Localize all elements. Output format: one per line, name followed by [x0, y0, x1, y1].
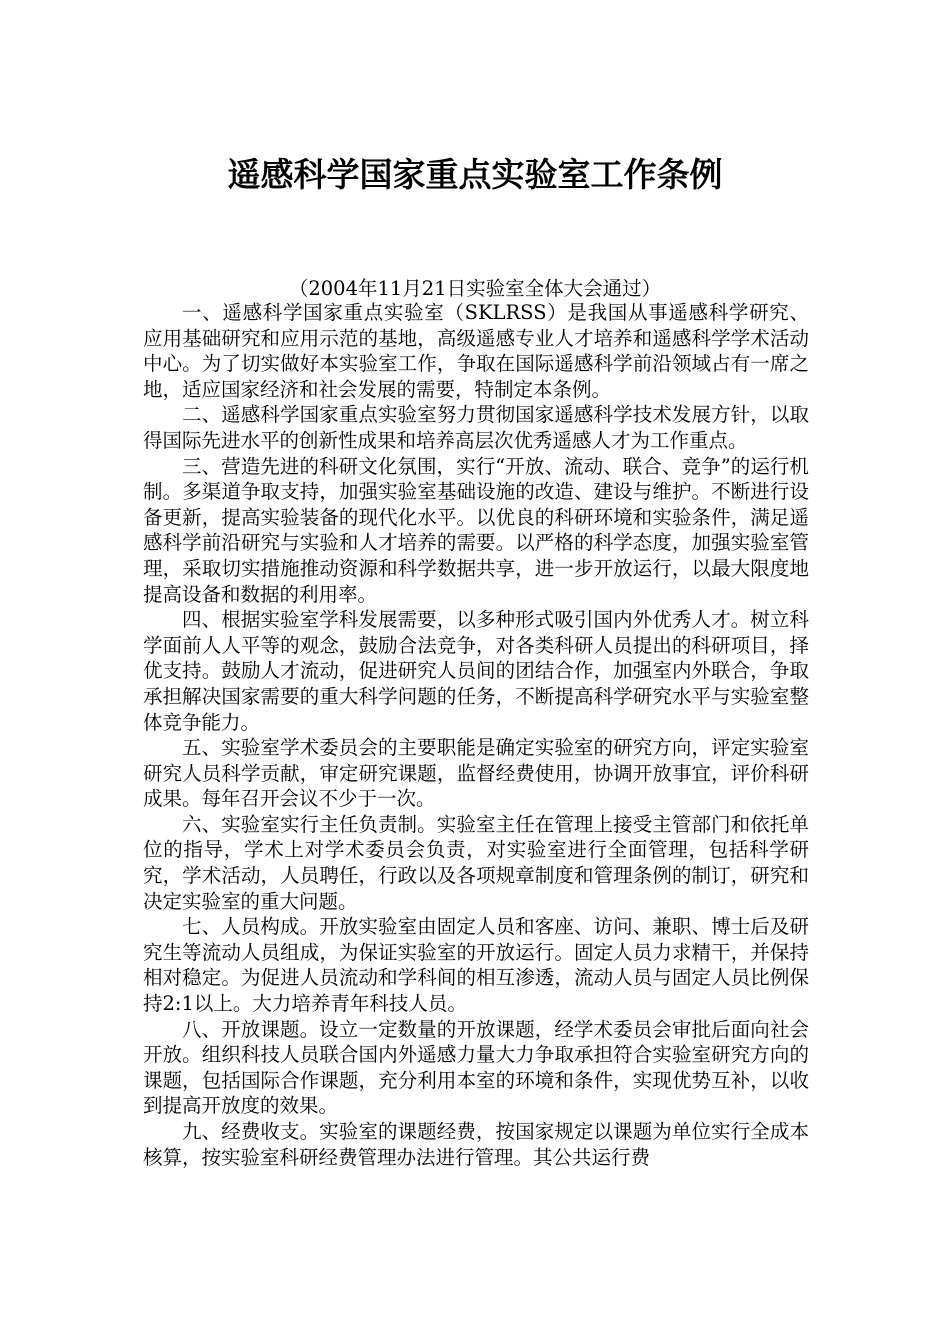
paragraph-6: 六、实验室实行主任负责制。实验室主任在管理上接受主管部门和依托单位的指导，学术上对学术委员会负责，对实验室进行全面管理，包括科学研究，学术活动，人员聘任，行政以及各项规章制度和管理条例的制订，研究和决定实验室的重大问题。: [143, 812, 809, 913]
document-subtitle: （2004年11月21日实验室全体大会通过）: [288, 277, 662, 300]
paragraph-9: 九、经费收支。实验室的课题经费，按国家规定以课题为单位实行全成本核算，按实验室科研经费管理办法进行管理。其公共运行费: [143, 1120, 809, 1169]
paragraph-5: 五、实验室学术委员会的主要职能是确定实验室的研究方向，评定实验室研究人员科学贡献，审定研究课题，监督经费使用，协调开放事宜，评价科研成果。每年召开会议不少于一次。: [143, 736, 809, 811]
paragraph-3: 三、营造先进的科研文化氛围，实行“开放、流动、联合、竞争”的运行机制。多渠道争取支持，加强实验室基础设施的改造、建设与维护。不断进行设备更新，提高实验装备的现代化水平。以优良的科研环境和实验条件，满足遥感科学前沿研究与实验和人才培养的需要。以严格的科学态度，加强实验室管理，采取切实措施推动资源和科学数据共享，进一步开放运行，以最大限度地提高设备和数据的利用率。: [143, 454, 809, 606]
paragraph-4: 四、根据实验室学科发展需要，以多种形式吸引国内外优秀人才。树立科学面前人人平等的观念，鼓励合法竞争，对各类科研人员提出的科研项目，择优支持。鼓励人才流动，促进研究人员间的团结合作，加强室内外联合，争取承担解决国家需要的重大科学问题的任务，不断提高科学研究水平与实验室整体竞争能力。: [143, 608, 809, 734]
paragraph-1: 一、遥感科学国家重点实验室（SKLRSS）是我国从事遥感科学研究、应用基础研究和应用示范的基地，高级遥感专业人才培养和遥感科学学术活动中心。为了切实做好本实验室工作，争取在国际遥感科学前沿领域占有一席之地，适应国家经济和社会发展的需要，特制定本条例。: [143, 301, 809, 401]
paragraph-2: 二、遥感科学国家重点实验室努力贯彻国家遥感科学技术发展方针，以取得国际先进水平的创新性成果和培养高层次优秀遥感人才为工作重点。: [143, 403, 809, 452]
document-body: [143, 300, 809, 1170]
paragraph-7: 七、人员构成。开放实验室由固定人员和客座、访问、兼职、博士后及研究生等流动人员组成，为保证实验室的开放运行。固定人员力求精干，并保持相对稳定。为促进人员流动和学科间的相互渗透，流动人员与固定人员比例保持2:1以上。大力培养青年科技人员。: [143, 915, 809, 1016]
paragraph-8: 八、开放课题。设立一定数量的开放课题，经学术委员会审批后面向社会开放。组织科技人员联合国内外遥感力量大力争取承担符合实验室研究方向的课题，包括国际合作课题，充分利用本室的环境和条件，实现优势互补，以收到提高开放度的效果。: [143, 1017, 809, 1118]
document-title: 遥感科学国家重点实验室工作条例: [227, 155, 723, 194]
